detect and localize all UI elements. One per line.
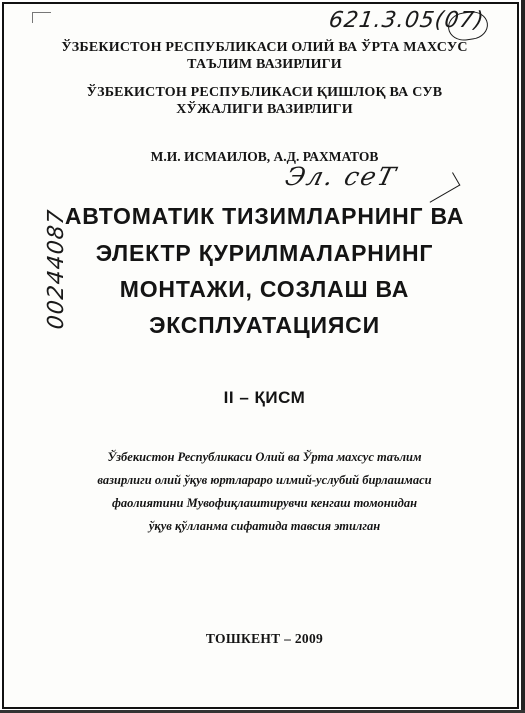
ministry-1-line-2: ТАЪЛИМ ВАЗИРЛИГИ <box>187 57 342 72</box>
approval-line-3: фаолиятини Мувофиқлаштирувчи кенгаш томонидан <box>111 496 418 510</box>
title-line-3: МОНТАЖИ, СОЗЛАШ ВА <box>119 276 410 302</box>
city-year: ТОШКЕНТ – 2009 <box>205 631 324 646</box>
scan-edge-right <box>521 0 525 713</box>
inventory-number-handwritten: 00244087 <box>44 208 69 331</box>
scan-corner-mark <box>32 12 51 23</box>
ministry-2-line-1: ЎЗБЕКИСТОН РЕСПУБЛИКАСИ ҚИШЛОҚ ВА СУВ <box>86 85 443 100</box>
approval-line-1: Ўзбекистон Республикаси Олий ва Ўрта махсус таълим <box>107 450 422 464</box>
ministry-2-line-2: ХЎЖАЛИГИ ВАЗИРЛИГИ <box>176 102 353 117</box>
part-number: II – ҚИСМ <box>223 388 306 407</box>
ministry-1-line-1: ЎЗБЕКИСТОН РЕСПУБЛИКАСИ ОЛИЙ ВА ЎРТА МАХСУС <box>61 40 468 55</box>
title-page <box>2 2 519 709</box>
signature-flourish <box>423 172 461 202</box>
handwritten-signature: Эл. сеТ <box>282 162 401 191</box>
approval-line-4: ўқув қўлланма сифатида тавсия этилган <box>148 519 381 533</box>
title-line-2: ЭЛЕКТР ҚУРИЛМАЛАРНИНГ <box>95 240 434 266</box>
title-line-1: АВТОМАТИК ТИЗИМЛАРНИНГ ВА <box>64 203 465 229</box>
authors: М.И. ИСМАИЛОВ, А.Д. РАХМАТОВ <box>150 149 379 164</box>
library-code-handwritten: 621.3.05(07) <box>327 8 486 33</box>
approval-line-2: вазирлиги олий ўқув юртлараро илмий-услубий бирлашмаси <box>97 473 432 487</box>
title-line-4: ЭКСПЛУАТАЦИЯСИ <box>149 312 380 338</box>
